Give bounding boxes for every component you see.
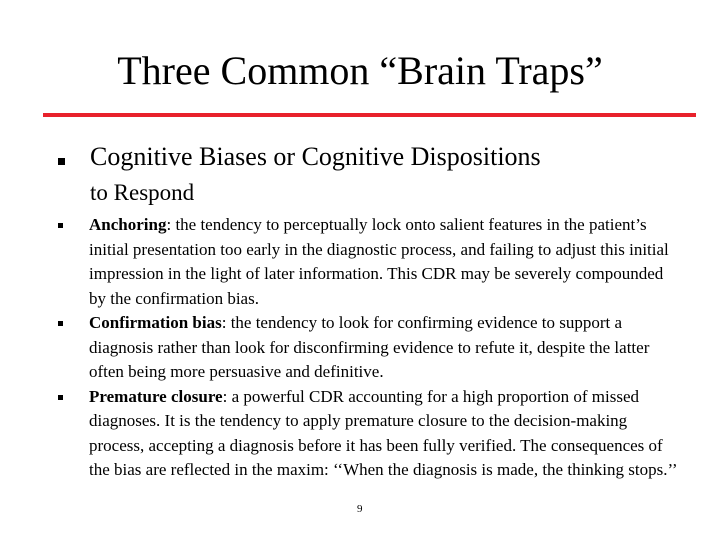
- slide-title: Three Common “Brain Traps”: [117, 48, 603, 93]
- definition-premature-closure: : a powerful CDR accounting for a high proportion of missed diagnoses. It is the tendency to apply premature closure to the decision-making process, accepting a diagnosis before it has been fully verified. The consequences of the bias are reflected in the maxim: ‘‘When the diagnosis is made, the thinking stops.’’: [89, 386, 678, 479]
- sub-bullet-list: [58, 213, 678, 483]
- list-item-confirmation-bias: [58, 311, 678, 385]
- main-bullet-line-2: to Respond: [90, 180, 195, 205]
- list-item-premature-closure: [58, 385, 678, 483]
- main-bullet-marker: [58, 158, 65, 165]
- term-confirmation-bias: Confirmation bias: [89, 313, 222, 332]
- sub-bullet-marker: [58, 321, 63, 326]
- main-bullet-text: [90, 140, 690, 210]
- sub-bullet-marker: [58, 223, 63, 228]
- term-anchoring: Anchoring: [89, 215, 167, 234]
- sub-bullet-marker: [58, 395, 63, 400]
- term-premature-closure: Premature closure: [89, 386, 223, 406]
- page-number: 9: [357, 503, 363, 515]
- title-underline: [43, 113, 696, 117]
- list-item-anchoring: [58, 213, 678, 311]
- main-bullet-line-1: Cognitive Biases or Cognitive Dispositions: [90, 142, 541, 171]
- definition-anchoring: : the tendency to perceptually lock onto salient features in the patient’s initial presentation too early in the diagnostic process, and failing to adjust this initial impression in the light of later information. This CDR may be severely compounded by the confirmation bias.: [89, 215, 669, 308]
- definition-confirmation-bias: : the tendency to look for confirming evidence to support a diagnosis rather than look for disconfirming evidence to refute it, despite the latter often being more persuasive and definitive.: [89, 313, 650, 381]
